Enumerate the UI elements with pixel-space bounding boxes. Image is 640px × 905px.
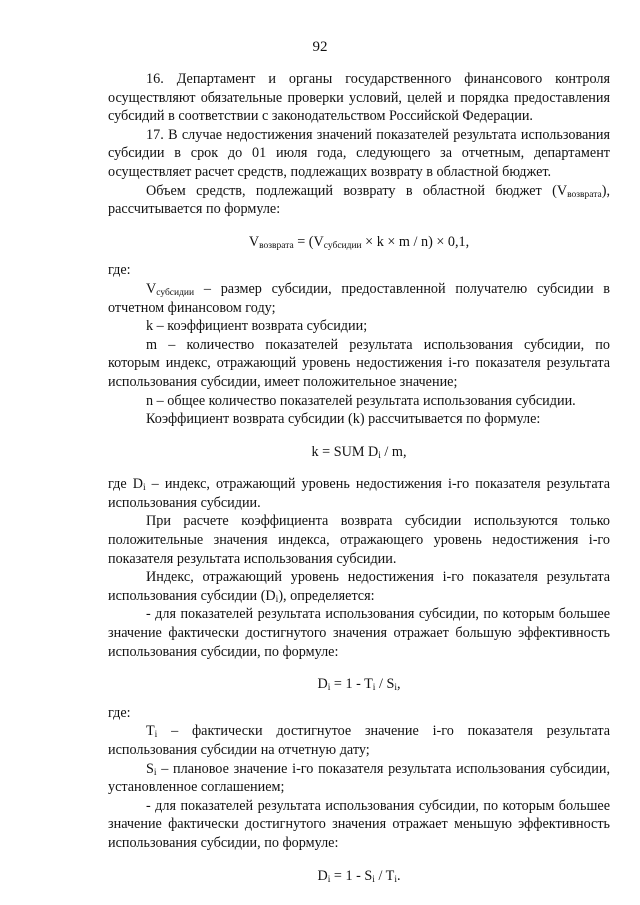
def-s: $S_i$ – плановое значение i-го показателя результата использования субсидии, установленное соглашением; bbox=[108, 760, 610, 796]
case-2: - для показателей результата использования субсидии, по которым большее значение фактически достигнутого значения отражает меньшую эффективность использования субсидии, по формуле: bbox=[108, 797, 610, 851]
document-body bbox=[108, 70, 610, 885]
index-def: Индекс, отражающий уровень недостижения i-го показателя результата использования субсидии $(D_i)$, определяется: bbox=[108, 569, 610, 605]
positive-note: При расчете коэффициента возврата субсидии используются только положительные значения индекса, отражающего уровень недостижения i-го показателя результата использования субсидии. bbox=[108, 513, 610, 567]
def-m: m – количество показателей результата использования субсидии, по которым индекс, отражающий уровень недостижения i-го показателя результата использования субсидии, имеет положительное значение; bbox=[108, 336, 610, 390]
formula-return-volume: $V_{возврата} = (V_{субсидии} \times k \times m / n) \times 0,1$, bbox=[248, 233, 470, 251]
formula-d-case1: $D_i = 1 - T_i / S_i$, bbox=[317, 676, 401, 694]
def-t: $T_i$ – фактически достигнутое значение i-го показателя результата использования субсидии на отчетную дату; bbox=[108, 723, 610, 758]
formula-d-case2: $D_i = 1 - S_i / T_i$. bbox=[317, 867, 401, 885]
case-1: - для показателей результата использования субсидии, по которым большее значение фактически достигнутого значения отражает большую эффективность использования субсидии, по формуле: bbox=[108, 606, 610, 660]
formula-k: k = SUM $D_i$ / m, bbox=[311, 443, 407, 461]
page-number: 92 bbox=[312, 39, 328, 55]
where-label-2: где: bbox=[108, 704, 131, 721]
def-v-subsidy: $V_{субсидии}$ – размер субсидии, предоставленной получателю субсидии в отчетном финансовом году; bbox=[108, 280, 610, 316]
volume-intro: Объем средств, подлежащий возврату в областной бюджет $(V_{возврата})$, рассчитывается по формуле: bbox=[108, 182, 610, 218]
k-intro: Коэффициент возврата субсидии (k) рассчитывается по формуле: bbox=[146, 411, 541, 428]
where-label-1: где: bbox=[108, 262, 131, 279]
def-n: n – общее количество показателей результата использования субсидии. bbox=[146, 392, 576, 409]
where-d: где $D_i$ – индекс, отражающий уровень недостижения i-го показателя результата использования субсидии. bbox=[108, 476, 611, 511]
paragraph-16: 16. Департамент и органы государственного финансового контроля осуществляют обязательные проверки условий, целей и порядка предоставления субсидий в соответствии с законодательством Российской Федерации. bbox=[108, 71, 610, 125]
paragraph-17: 17. В случае недостижения значений показателей результата использования субсидии в срок до 01 июля года, следующего за отчетным, департамент осуществляет расчет средств, подлежащих возврату в областной бюджет. bbox=[108, 126, 610, 180]
def-k: k – коэффициент возврата субсидии; bbox=[146, 318, 368, 335]
